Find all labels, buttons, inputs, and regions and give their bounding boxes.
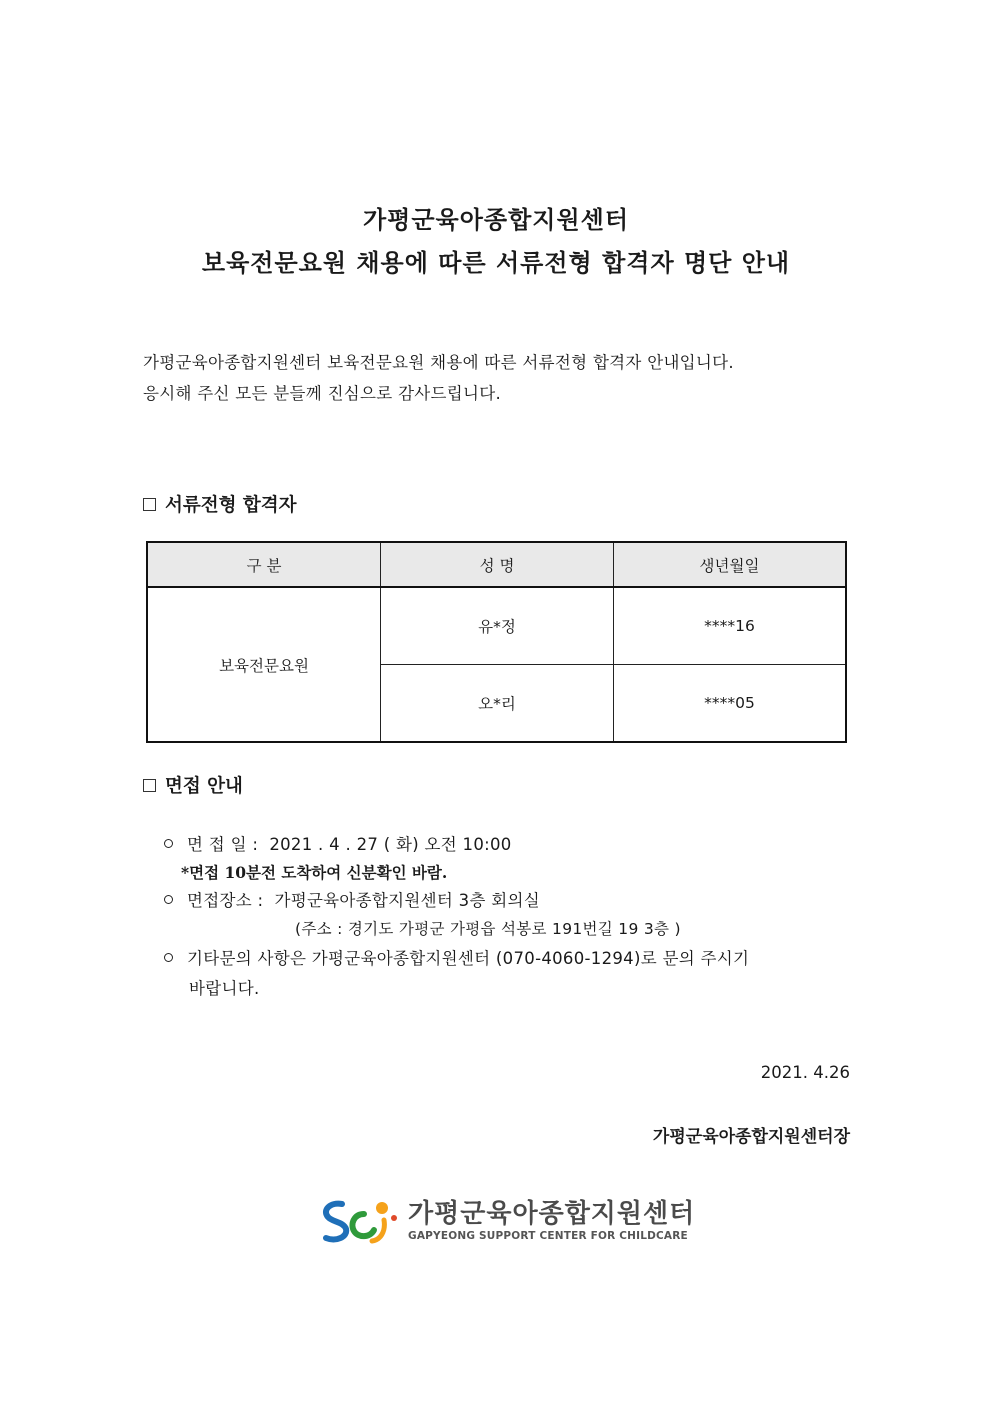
center-logo-name: 가평군육아종합지원센터 [408, 1198, 696, 1229]
column-header-birthdate: 생년월일 [614, 542, 847, 587]
category-cell: 보육전문요원 [147, 587, 381, 742]
interview-place-line [164, 887, 540, 911]
name-cell: 오*리 [381, 665, 614, 743]
interview-date-value: 2021 . 4 . 27 ( 화) 오전 10:00 [269, 835, 512, 854]
circle-bullet-icon [164, 895, 173, 904]
name-cell: 유*정 [381, 587, 614, 665]
interview-place-label: 면접장소 : [187, 891, 264, 910]
interview-note: *면접 10분전 도착하여 신분확인 바람. [181, 863, 448, 882]
intro-line-1: 가평군육아종합지원센터 보육전문요원 채용에 따른 서류전형 합격자 안내입니다. [143, 353, 734, 372]
circle-bullet-icon [164, 839, 173, 848]
section-heading-interview [143, 772, 243, 798]
center-logo [320, 1198, 695, 1244]
column-header-category: 구 분 [147, 542, 381, 587]
table-header-row [147, 542, 846, 587]
center-logo-name-en: GAPYEONG SUPPORT CENTER FOR CHILDCARE [408, 1229, 688, 1242]
interview-date-line [164, 831, 512, 855]
intro-line-2: 응시해 주신 모든 분들께 진심으로 감사드립니다. [143, 384, 502, 403]
interview-place-value: 가평군육아종합지원센터 3층 회의실 [274, 891, 540, 910]
inquiry-line-2: 바랍니다. [189, 979, 260, 998]
table-row [147, 587, 846, 665]
section-heading-interview-text: 면접 안내 [165, 776, 243, 797]
center-logo-icon [320, 1198, 402, 1244]
section-heading-passers [143, 491, 297, 517]
inquiry-line [164, 945, 749, 969]
birthdate-cell: ****05 [614, 665, 847, 743]
document-date: 2021. 4.26 [760, 1063, 850, 1082]
signer: 가평군육아종합지원센터장 [652, 1127, 850, 1147]
page-subtitle: 보육전문요원 채용에 따른 서류전형 합격자 명단 안내 [201, 248, 791, 277]
checkbox-square-icon [143, 779, 156, 792]
interview-address: (주소 : 경기도 가평군 가평읍 석봉로 191번길 19 3층 ) [295, 920, 681, 938]
inquiry-text: 기타문의 사항은 가평군육아종합지원센터 (070-4060-1294)로 문의 주시기 [187, 949, 750, 968]
column-header-name: 성 명 [381, 542, 614, 587]
section-heading-passers-text: 서류전형 합격자 [165, 495, 297, 516]
page-title: 가평군육아종합지원센터 [362, 205, 630, 234]
passers-table [146, 541, 847, 743]
checkbox-square-icon [143, 498, 156, 511]
center-logo-text [408, 1198, 696, 1242]
interview-date-label: 면 접 일 : [187, 835, 259, 854]
birthdate-cell: ****16 [614, 587, 847, 665]
circle-bullet-icon [164, 953, 173, 962]
